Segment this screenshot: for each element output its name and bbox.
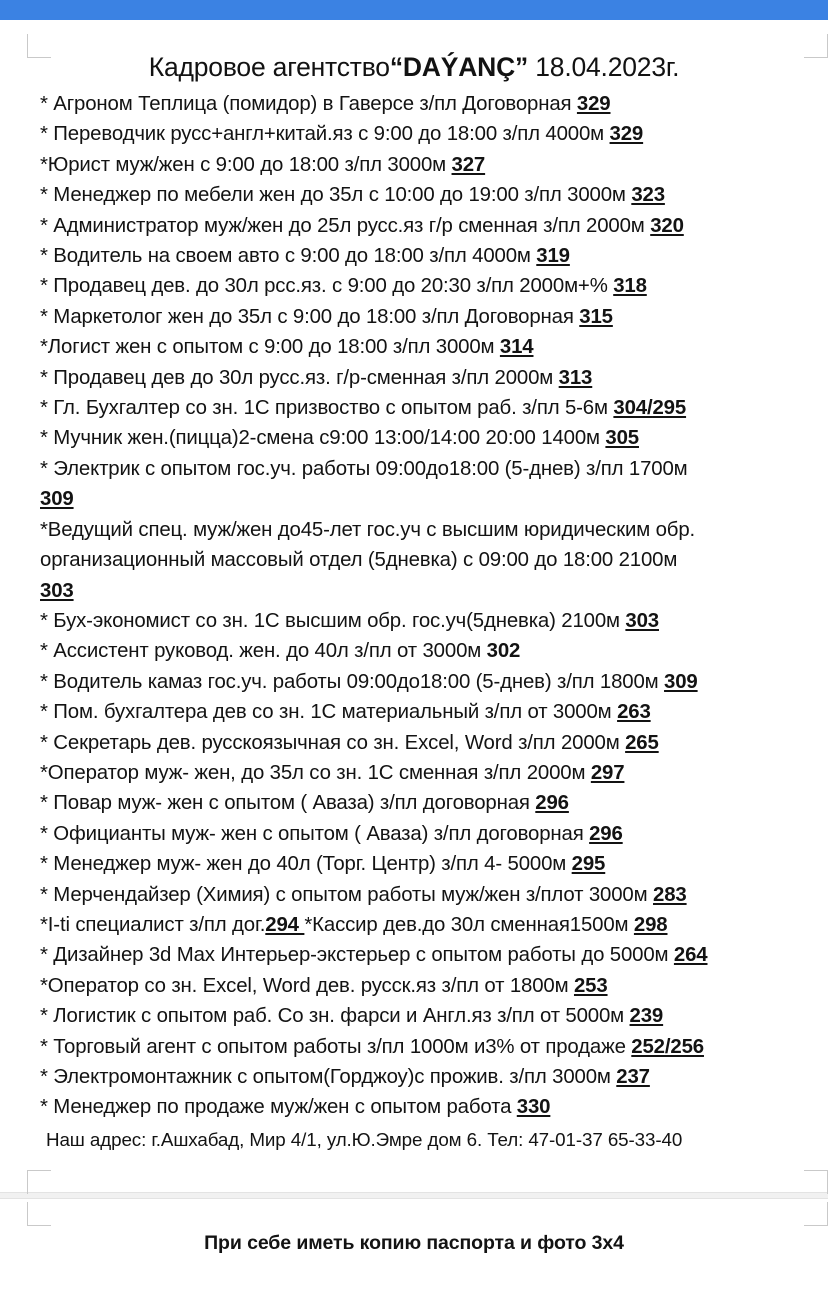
vacancy-line [40, 515, 800, 545]
vacancy-text: * Агроном Теплица (помидор) в Гаверсе з/пл Договорная [40, 93, 577, 115]
vacancy-text: * Администратор муж/жен до 25л русс.яз г/р сменная з/пл 2000м [40, 214, 651, 237]
vacancy-line [40, 606, 800, 636]
vacancy-code: 329 [609, 123, 644, 146]
vacancy-text: * Логистик с опытом раб. Со зн. фарси и Англ.яз з/пл от 5000м [40, 1005, 630, 1028]
vacancy-line [40, 302, 800, 332]
footer-note: При себе иметь копию паспорта и фото 3х4 [204, 1232, 624, 1254]
vacancy-code: 303 [40, 579, 74, 602]
vacancy-code: 305 [605, 427, 639, 450]
vacancy-text: * Водитель на своем авто с 9:00 до 18:00 з/пл 4000м [40, 245, 537, 268]
vacancy-code: 263 [617, 701, 651, 724]
vacancy-code: 330 [516, 1096, 551, 1119]
vacancy-line [40, 89, 800, 119]
vacancy-text: * Секретарь дев. русскоязычная со зн. Excel, Word з/пл 2000м [40, 731, 626, 754]
vacancy-line [40, 697, 800, 727]
title-date: 18.04.2023г. [528, 52, 680, 82]
vacancy-text: * Переводчик русс+англ+китай.яз с 9:00 до 18:00 з/пл 4000м [40, 123, 610, 146]
vacancy-line [40, 454, 800, 484]
margin-mark-bottom-right-page-one [804, 1170, 828, 1194]
margin-mark-top-left-page-two [27, 1202, 51, 1226]
vacancy-text: * Мучник жен.(пицца)2-смена с9:00 13:00/14:00 20:00 1400м [40, 427, 606, 450]
vacancy-text: * Водитель камаз гос.уч. работы 09:00до18:00 (5-днев) з/пл 1800м [40, 670, 665, 693]
vacancy-code: 253 [573, 974, 608, 997]
vacancy-line [40, 1062, 800, 1092]
vacancy-code: 297 [590, 761, 625, 784]
vacancy-text: * Продавец дев до 30л русс.яз. г/р-сменная з/пл 2000м [40, 366, 559, 389]
vacancy-line [40, 758, 800, 788]
vacancy-text-secondary: *Кассир дев.до 30л сменная1500м [304, 913, 634, 936]
vacancy-code: 237 [616, 1066, 650, 1088]
vacancy-text: * Повар муж- жен с опытом ( Аваза) з/пл договорная [40, 792, 536, 815]
page-break-divider [0, 1192, 828, 1199]
vacancy-line [40, 849, 800, 879]
vacancy-code: 302 [486, 640, 521, 663]
vacancy-code: 323 [631, 184, 665, 207]
vacancy-code: 294 [265, 913, 305, 936]
vacancy-code-secondary: 298 [633, 913, 668, 936]
margin-mark-bottom-left-page-one [27, 1170, 51, 1194]
vacancy-line [40, 1001, 800, 1031]
vacancy-line [40, 332, 800, 362]
vacancy-line [40, 1092, 800, 1122]
vacancy-text: *Ведущий спец. муж/жен до45-лет гос.уч с высшим юридическим обр. [40, 518, 696, 541]
vacancy-line [40, 423, 800, 453]
vacancy-text: организационный массовый отдел (5дневка) с 09:00 до 18:00 2100м [40, 549, 678, 572]
app-status-bar [0, 0, 828, 20]
office-address: Наш адрес: г.Ашхабад, Мир 4/1, ул.Ю.Эмре дом 6. Тел: 47-01-37 65-33-40 [46, 1129, 683, 1150]
vacancy-line [40, 576, 800, 606]
vacancy-line [40, 940, 800, 970]
vacancy-code: 329 [576, 93, 611, 115]
vacancy-code: 313 [558, 366, 593, 389]
vacancy-code: 264 [673, 944, 708, 967]
vacancy-code: 309 [40, 488, 74, 511]
vacancy-text: *I-ti специалист з/пл дог. [40, 913, 266, 936]
vacancy-line [40, 971, 800, 1001]
vacancy-code: 265 [625, 731, 659, 754]
vacancy-text: *Оператор со зн. Excel, Word дев. русск.яз з/пл от 1800м [40, 974, 574, 997]
vacancy-line [40, 150, 800, 180]
vacancy-line [40, 180, 800, 210]
vacancy-code: 315 [579, 305, 613, 328]
vacancy-text: * Ассистент руковод. жен. до 40л з/пл от 3000м [40, 640, 487, 663]
vacancy-list [40, 89, 800, 1123]
vacancy-text: * Гл. Бухгалтер со зн. 1С призвоство с опытом раб. з/пл 5-6м [40, 397, 614, 420]
vacancy-code: 314 [499, 336, 534, 359]
vacancy-text: *Юрист муж/жен с 9:00 до 18:00 з/пл 3000м [40, 153, 452, 176]
vacancy-line [40, 393, 800, 423]
vacancy-line [40, 484, 800, 514]
vacancy-code: 327 [451, 153, 486, 176]
vacancy-line [40, 728, 800, 758]
vacancy-code: 309 [664, 670, 698, 693]
vacancy-text: * Электромонтажник с опытом(Горджоу)с прожив. з/пл 3000м [40, 1066, 617, 1088]
vacancy-code-secondary: 295 [652, 397, 687, 420]
vacancy-text: * Пом. бухгалтера дев со зн. 1С материальный з/пл от 3000м [40, 701, 618, 724]
vacancy-line [40, 241, 800, 271]
vacancy-line [40, 271, 800, 301]
vacancy-code: 239 [629, 1005, 664, 1028]
vacancy-line [40, 636, 800, 666]
vacancy-code: 304/ [613, 397, 653, 420]
vacancy-text: * Торговый агент с опытом работы з/пл 1000м и3% от продаже [40, 1035, 632, 1058]
vacancy-text: * Маркетолог жен до 35л с 9:00 до 18:00 з/пл Договорная [40, 305, 580, 328]
vacancy-text: * Бух-экономист со зн. 1С высшим обр. гос.уч(5дневка) 2100м [40, 609, 626, 632]
vacancy-code: 318 [613, 275, 647, 298]
vacancy-code: 320 [650, 214, 684, 237]
vacancy-code: 252/256 [631, 1035, 704, 1058]
vacancy-line [40, 211, 800, 241]
vacancy-code: 296 [535, 792, 569, 815]
vacancy-text: *Оператор муж- жен, до 35л со зн. 1С сменная з/пл 2000м [40, 761, 591, 784]
vacancy-line [40, 363, 800, 393]
vacancy-code: 296 [589, 822, 623, 845]
vacancy-line [40, 788, 800, 818]
vacancy-code: 303 [625, 609, 659, 632]
vacancy-line [40, 819, 800, 849]
vacancy-text: * Дизайнер 3d Max Интерьер-экстерьер с опытом работы до 5000м [40, 944, 674, 967]
vacancy-line [40, 119, 800, 149]
vacancy-line [40, 880, 800, 910]
vacancy-text: * Мерчендайзер (Химия) с опытом работы муж/жен з/плот 3000м [40, 883, 654, 906]
vacancy-code: 295 [571, 853, 606, 876]
vacancy-text: * Менеджер по мебели жен до 35л с 10:00 до 19:00 з/пл 3000м [40, 184, 632, 207]
vacancy-line [40, 910, 800, 940]
vacancy-line [40, 667, 800, 697]
title-brand: “DAÝANÇ” [389, 52, 529, 82]
vacancy-line [40, 545, 800, 575]
vacancy-code: 319 [536, 245, 570, 268]
vacancy-code: 283 [653, 883, 687, 906]
page-title [0, 50, 828, 84]
margin-mark-top-right-page-two [804, 1202, 828, 1226]
vacancy-text: *Логист жен с опытом с 9:00 до 18:00 з/пл 3000м [40, 336, 500, 359]
title-prefix: Кадровое агентство [148, 52, 390, 82]
vacancy-text: * Менеджер по продаже муж/жен с опытом работа [40, 1096, 517, 1119]
vacancy-text: * Менеджер муж- жен до 40л (Торг. Центр) з/пл 4- 5000м [40, 853, 572, 876]
vacancy-text: * Официанты муж- жен с опытом ( Аваза) з/пл договорная [40, 822, 590, 845]
vacancy-text: * Продавец дев. до 30л рсс.яз. с 9:00 до 20:30 з/пл 2000м+% [40, 275, 614, 298]
vacancy-text: * Электрик с опытом гос.уч. работы 09:00до18:00 (5-днев) з/пл 1700м [40, 457, 688, 480]
vacancy-line [40, 1032, 800, 1062]
